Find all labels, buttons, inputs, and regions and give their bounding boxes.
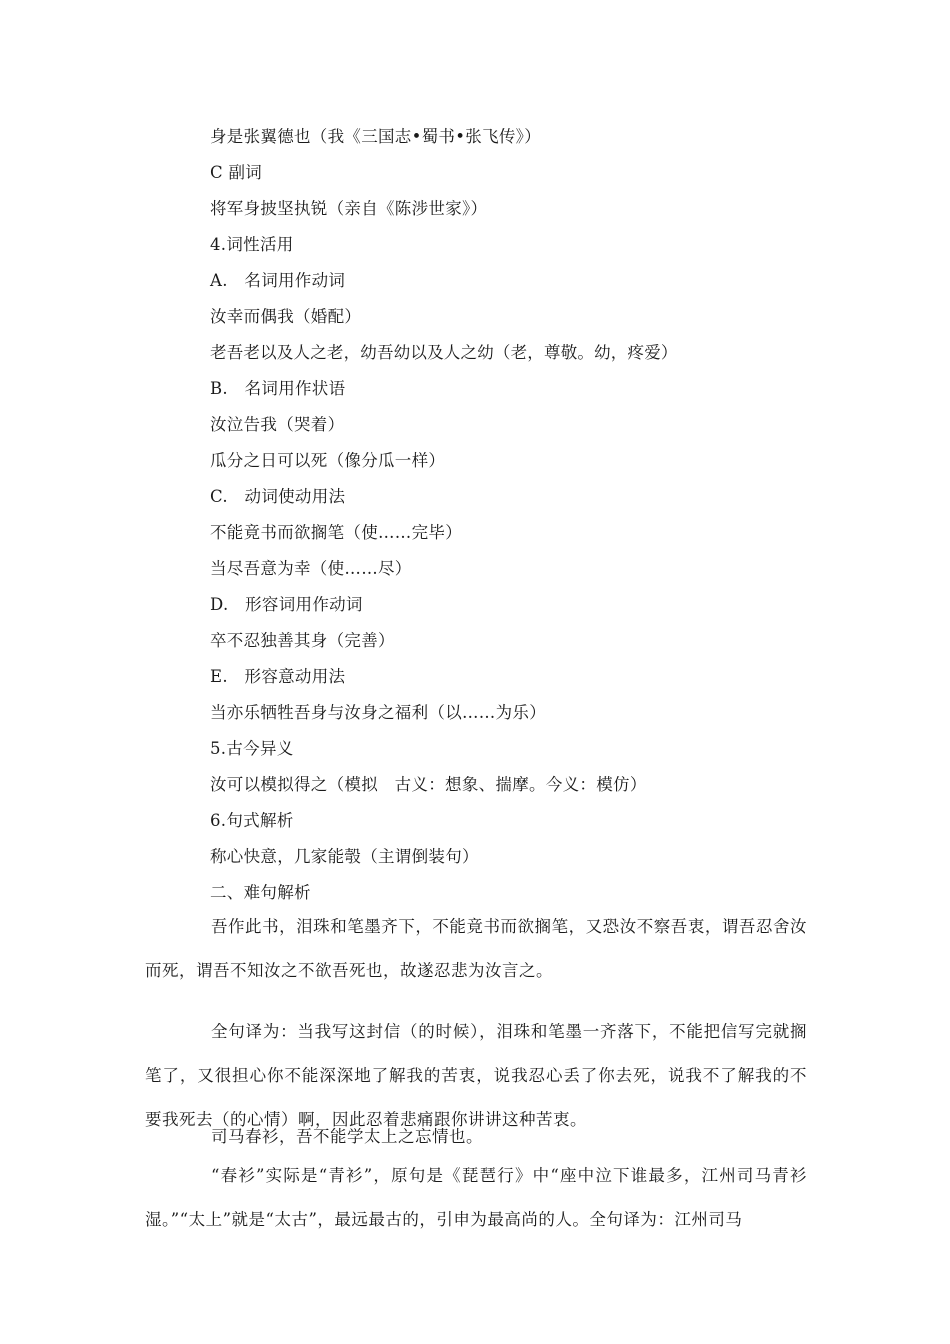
subsection-heading: C. 动词使动用法 bbox=[210, 487, 346, 506]
body-paragraph: 吾作此书，泪珠和笔墨齐下，不能竟书而欲搁笔，又恐汝不察吾衷，谓吾忍舍汝而死，谓吾不知汝之不欲吾死也，故遂忍悲为汝言之。 bbox=[145, 917, 807, 980]
text-line: 当尽吾意为幸（使……尽） bbox=[210, 559, 412, 578]
text-line: 汝幸而偶我（婚配） bbox=[210, 307, 362, 326]
text-line: 老吾老以及人之老，幼吾幼以及人之幼（老，尊敬。幼，疼爱） bbox=[210, 343, 678, 362]
section-heading: 6.句式解析 bbox=[210, 811, 294, 830]
subsection-heading: D. 形容词用作动词 bbox=[210, 595, 363, 614]
subsection-heading: E. 形容意动用法 bbox=[210, 667, 346, 686]
text-line: 瓜分之日可以死（像分瓜一样） bbox=[210, 451, 446, 470]
text-line: 汝泣告我（哭着） bbox=[210, 415, 345, 434]
text-line: 将军身披坚执锐（亲自《陈涉世家》） bbox=[210, 199, 488, 218]
section-heading: 5.古今异义 bbox=[210, 739, 294, 758]
subsection-heading: A. 名词用作动词 bbox=[210, 271, 346, 290]
text-line: 不能竟书而欲搁笔（使……完毕） bbox=[210, 523, 462, 542]
body-paragraph: “春衫”实际是“青衫”，原句是《琵琶行》中“座中泣下谁最多，江州司马青衫湿。”“太上”就是“太古”，最远最古的，引申为最高尚的人。全句译为：江州司马 bbox=[145, 1166, 807, 1229]
text-line: 当亦乐牺牲吾身与汝身之福利（以……为乐） bbox=[210, 703, 546, 722]
text-line: 卒不忍独善其身（完善） bbox=[210, 631, 395, 650]
body-paragraph: 全句译为：当我写这封信（的时候），泪珠和笔墨一齐落下，不能把信写完就搁笔了，又很担心你不能深深地了解我的苦衷，说我忍心丢了你去死，说我不了解我的不要我死去（的心情）啊，因此忍着悲痛跟你讲讲这种苦衷。 bbox=[145, 1022, 807, 1129]
subsection-heading: B. 名词用作状语 bbox=[210, 379, 346, 398]
text-line: 称心快意，几家能彀（主谓倒装句） bbox=[210, 847, 479, 866]
section-heading: 4.词性活用 bbox=[210, 235, 294, 254]
section-heading: 二、难句解析 bbox=[210, 883, 311, 902]
text-line: 汝可以模拟得之（模拟 古义：想象、揣摩。今义：模仿） bbox=[210, 775, 647, 794]
text-line: 身是张翼德也（我《三国志•蜀书•张飞传》） bbox=[210, 127, 542, 146]
text-line: C 副词 bbox=[210, 163, 263, 182]
body-paragraph: 司马春衫，吾不能学太上之忘情也。 bbox=[211, 1127, 483, 1146]
